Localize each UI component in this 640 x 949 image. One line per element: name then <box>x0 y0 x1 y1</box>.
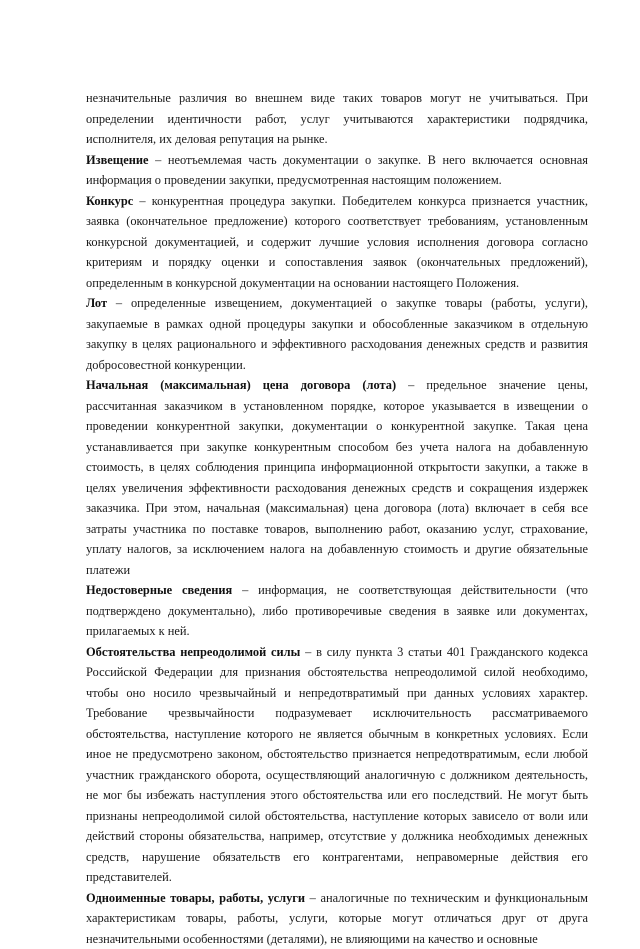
definition-text: – конкурентная процедура закупки. Победителем конкурса признается участник, заявка (окончательное предложение) которого соответствует требованиям, установленным конкурсной документацией, и содержит лучшие условия исполнения договора согласно критериям и порядку оценки и сопоставления заявок (окончательных предложений), определенным в конкурсной документации на основании настоящего Положения. <box>86 194 588 290</box>
term-label: Извещение <box>86 153 149 167</box>
paragraph-false-info <box>86 580 588 642</box>
paragraph-initial-price <box>86 375 588 580</box>
term-label: Обстоятельства непреодолимой силы <box>86 645 300 659</box>
definition-text: – определенные извещением, документацией о закупке товары (работы, услуги), закупаемые в рамках одной процедуры закупки и обособленные заказчиком в отдельную закупку в целях рационального и эффективного расходования денежных средств и развития добросовестной конкуренции. <box>86 296 588 372</box>
term-label: Одноименные товары, работы, услуги <box>86 891 305 905</box>
paragraph-contest <box>86 191 588 294</box>
term-label: Начальная (максимальная) цена договора (лота) <box>86 378 396 392</box>
paragraph-force-majeure <box>86 642 588 888</box>
definition-text: – неотъемлемая часть документации о закупке. В него включается основная информация о проведении закупки, предусмотренная настоящим положением. <box>86 153 588 188</box>
definition-text: – аналогичные по техническим и функциональным характеристикам товары, работы, услуги, которые могут отличаться друг от друга незначительными особенностями (деталями), не влияющими на качество и основные <box>86 891 588 946</box>
term-label: Лот <box>86 296 107 310</box>
paragraph-notice <box>86 150 588 191</box>
definition-text: – информация, не соответствующая действительности (что подтверждено документально), либо противоречивые сведения в заявке или документах, прилагаемых к ней. <box>86 583 588 638</box>
definition-text: – в силу пункта 3 статьи 401 Гражданского кодекса Российской Федерации для признания обстоятельства непреодолимой силой необходимо, чтобы оно носило чрезвычайный и непредотвратимый при данных условиях характер. Требование чрезвычайности подразумевает исключительность рассматриваемого обстоятельства, наступление которого не является обычным в конкретных условиях. Если иное не предусмотрено законом, обстоятельство признается непредотвратимым, если любой участник гражданского оборота, осуществляющий аналогичную с должником деятельность, не мог бы избежать наступления этого обстоятельства или его последствий. Не могут быть признаны непреодолимой силой обстоятельства, наступление которых зависело от воли или действий стороны обязательства, например, отсутствие у должника необходимых денежных средств, нарушение обязательств его контрагентами, неправомерные действия его представителей. <box>86 645 588 885</box>
definition-text: незначительные различия во внешнем виде таких товаров могут не учитываться. При определении идентичности работ, услуг учитываются характеристики подрядчика, исполнителя, их деловая репутация на рынке. <box>86 91 588 146</box>
definition-text: – предельное значение цены, рассчитанная заказчиком в установленном порядке, которое указывается в извещении о проведении конкурентной закупки, документации о конкурентной закупке. Такая цена устанавливается при закупке конкурентным способом без учета налога на добавленную стоимость, в целях соблюдения принципа информационной открытости закупки, а также в целях увеличения эффективности расходования денежных средств и сокращения издержек заказчика. При этом, начальная (максимальная) цена договора (лота) включает в себя все затраты участника по поставке товаров, выполнению работ, оказанию услуг, страхование, уплату налогов, за исключением налога на добавленную стоимость и другие обязательные платежи <box>86 378 588 577</box>
document-page <box>86 88 588 949</box>
paragraph-identity-continuation <box>86 88 588 150</box>
paragraph-lot <box>86 293 588 375</box>
term-label: Недостоверные сведения <box>86 583 232 597</box>
paragraph-similar-goods <box>86 888 588 949</box>
term-label: Конкурс <box>86 194 133 208</box>
